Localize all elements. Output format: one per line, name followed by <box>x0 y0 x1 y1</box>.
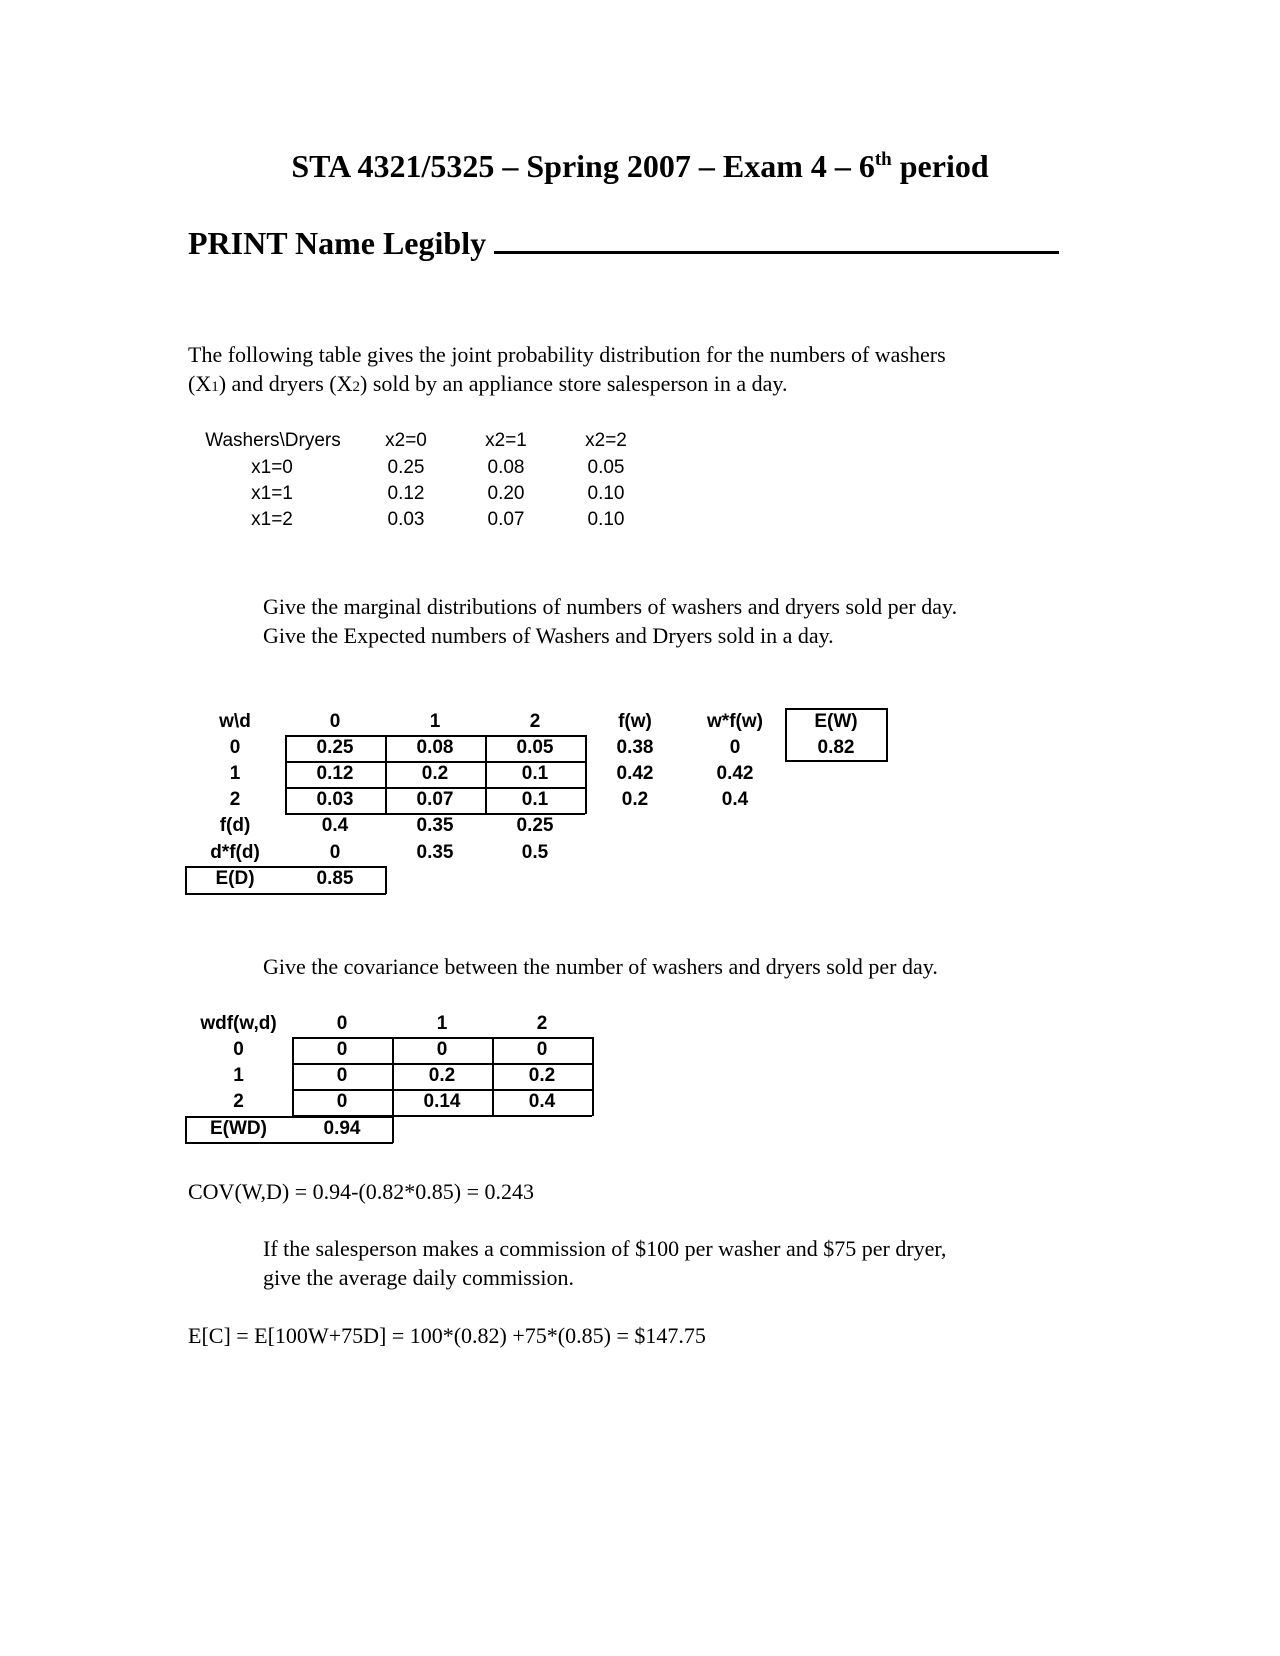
wdf-cell: 0.4 <box>528 1091 556 1112</box>
joint-cell: 0.20 <box>487 483 525 504</box>
marginal-cell: 0.1 <box>521 763 549 784</box>
marginal-cell: 0.25 <box>316 737 354 758</box>
wdf-col-header: 1 <box>436 1013 448 1034</box>
ewd-label: E(WD) <box>210 1118 267 1139</box>
intro-line-1: The following table gives the joint probability distribution for the numbers of washers <box>188 342 946 367</box>
joint-row-label: x1=1 <box>251 483 293 504</box>
marginal-col-header: 0 <box>329 711 341 732</box>
wfw-value: 0 <box>729 737 741 758</box>
marginal-cell: 0.05 <box>516 737 554 758</box>
marginal-row-label: 1 <box>229 763 241 784</box>
marginal-cell: 0.12 <box>316 763 354 784</box>
marginal-cell: 0.07 <box>416 789 454 810</box>
joint-cell: 0.10 <box>587 483 625 504</box>
joint-cell: 0.05 <box>587 457 625 478</box>
wdf-cell: 0 <box>336 1091 348 1112</box>
question-2-line-1: Give the covariance between the number of washers and dryers sold per day. <box>263 954 938 979</box>
title-superscript: th <box>874 149 892 170</box>
ed-label: E(D) <box>215 868 255 889</box>
title-suffix: period <box>891 148 989 184</box>
wdf-cell: 0 <box>336 1065 348 1086</box>
fd-value: 0.35 <box>416 815 454 836</box>
commission-result: E[C] = E[100W+75D] = 100*(0.82) +75*(0.85) = $147.75 <box>188 1323 706 1348</box>
question-1-line-2: Give the Expected numbers of Washers and Dryers sold in a day. <box>263 623 834 648</box>
marginal-cell: 0.08 <box>416 737 454 758</box>
name-label: PRINT Name Legibly <box>188 225 487 261</box>
wdf-col-header: 0 <box>336 1013 348 1034</box>
question-3 <box>263 1234 1163 1292</box>
fw-value: 0.42 <box>616 763 654 784</box>
joint-cell: 0.12 <box>387 483 425 504</box>
joint-col-header: x2=1 <box>485 430 527 451</box>
covariance-result: COV(W,D) = 0.94-(0.82*0.85) = 0.243 <box>188 1179 535 1204</box>
joint-cell: 0.10 <box>587 509 625 530</box>
joint-cell: 0.08 <box>487 457 525 478</box>
dfd-value: 0.35 <box>416 842 454 863</box>
marginal-row-label: 0 <box>229 737 241 758</box>
marginal-col-header: 2 <box>529 711 541 732</box>
wdf-row-label: 0 <box>233 1039 244 1060</box>
wdf-col-header: 2 <box>536 1013 548 1034</box>
name-blank-line[interactable] <box>494 225 1059 254</box>
marginal-cell: 0.2 <box>421 763 449 784</box>
intro-sub-2: 2 <box>352 379 361 395</box>
ew-value: 0.82 <box>817 737 855 758</box>
dfd-label: d*f(d) <box>210 842 260 863</box>
wdf-cell: 0 <box>436 1039 448 1060</box>
joint-col-header: x2=0 <box>385 430 427 451</box>
name-field <box>188 225 1059 262</box>
intro-part-2: ) and dryers (X <box>218 371 353 396</box>
wdf-row-label: 2 <box>233 1091 244 1112</box>
intro-line-2 <box>188 369 1088 402</box>
joint-cell: 0.07 <box>487 509 525 530</box>
dfd-value: 0 <box>329 842 341 863</box>
wfw-header: w*f(w) <box>707 711 763 732</box>
intro-part-3: ) sold by an appliance store salesperson in a day. <box>360 371 788 396</box>
title-prefix: STA 4321/5325 – Spring 2007 – Exam 4 – 6 <box>291 148 875 184</box>
marginal-cell: 0.03 <box>316 789 354 810</box>
marginal-cell: 0.1 <box>521 789 549 810</box>
marginal-corner-header: w\d <box>219 711 251 732</box>
ewd-value: 0.94 <box>323 1118 361 1139</box>
marginal-col-header: 1 <box>429 711 441 732</box>
ew-label: E(W) <box>814 711 858 732</box>
intro-paragraph <box>188 340 1088 402</box>
wfw-value: 0.42 <box>716 763 754 784</box>
intro-part-1: (X <box>188 371 212 396</box>
fd-value: 0.25 <box>516 815 554 836</box>
dfd-value: 0.5 <box>521 842 549 863</box>
joint-cell: 0.25 <box>387 457 425 478</box>
wdf-cell: 0.14 <box>423 1091 461 1112</box>
fw-value: 0.38 <box>616 737 654 758</box>
exam-title <box>0 148 1280 185</box>
wdf-row-label: 1 <box>233 1065 244 1086</box>
question-3-line-2: give the average daily commission. <box>263 1265 574 1290</box>
joint-col-header: x2=2 <box>585 430 627 451</box>
question-1 <box>263 592 1163 650</box>
wdf-corner-header: wdf(w,d) <box>200 1013 277 1034</box>
wdf-cell: 0.2 <box>428 1065 456 1086</box>
joint-cell: 0.03 <box>387 509 425 530</box>
fd-label: f(d) <box>219 815 251 836</box>
fd-value: 0.4 <box>321 815 349 836</box>
ed-value: 0.85 <box>316 868 354 889</box>
question-2 <box>263 952 1163 981</box>
joint-corner-header: Washers\Dryers <box>205 430 341 451</box>
intro-sub-1: 1 <box>211 379 219 395</box>
marginal-row-label: 2 <box>229 789 241 810</box>
joint-row-label: x1=0 <box>251 457 293 478</box>
joint-row-label: x1=2 <box>251 509 293 530</box>
wdf-cell: 0 <box>336 1039 348 1060</box>
wdf-cell: 0.2 <box>528 1065 556 1086</box>
question-1-line-1: Give the marginal distributions of numbers of washers and dryers sold per day. <box>263 594 958 619</box>
wfw-value: 0.4 <box>721 789 749 810</box>
wdf-cell: 0 <box>536 1039 548 1060</box>
fw-header: f(w) <box>618 711 652 732</box>
fw-value: 0.2 <box>621 789 649 810</box>
question-3-line-1: If the salesperson makes a commission of $100 per washer and $75 per dryer, <box>263 1236 947 1261</box>
